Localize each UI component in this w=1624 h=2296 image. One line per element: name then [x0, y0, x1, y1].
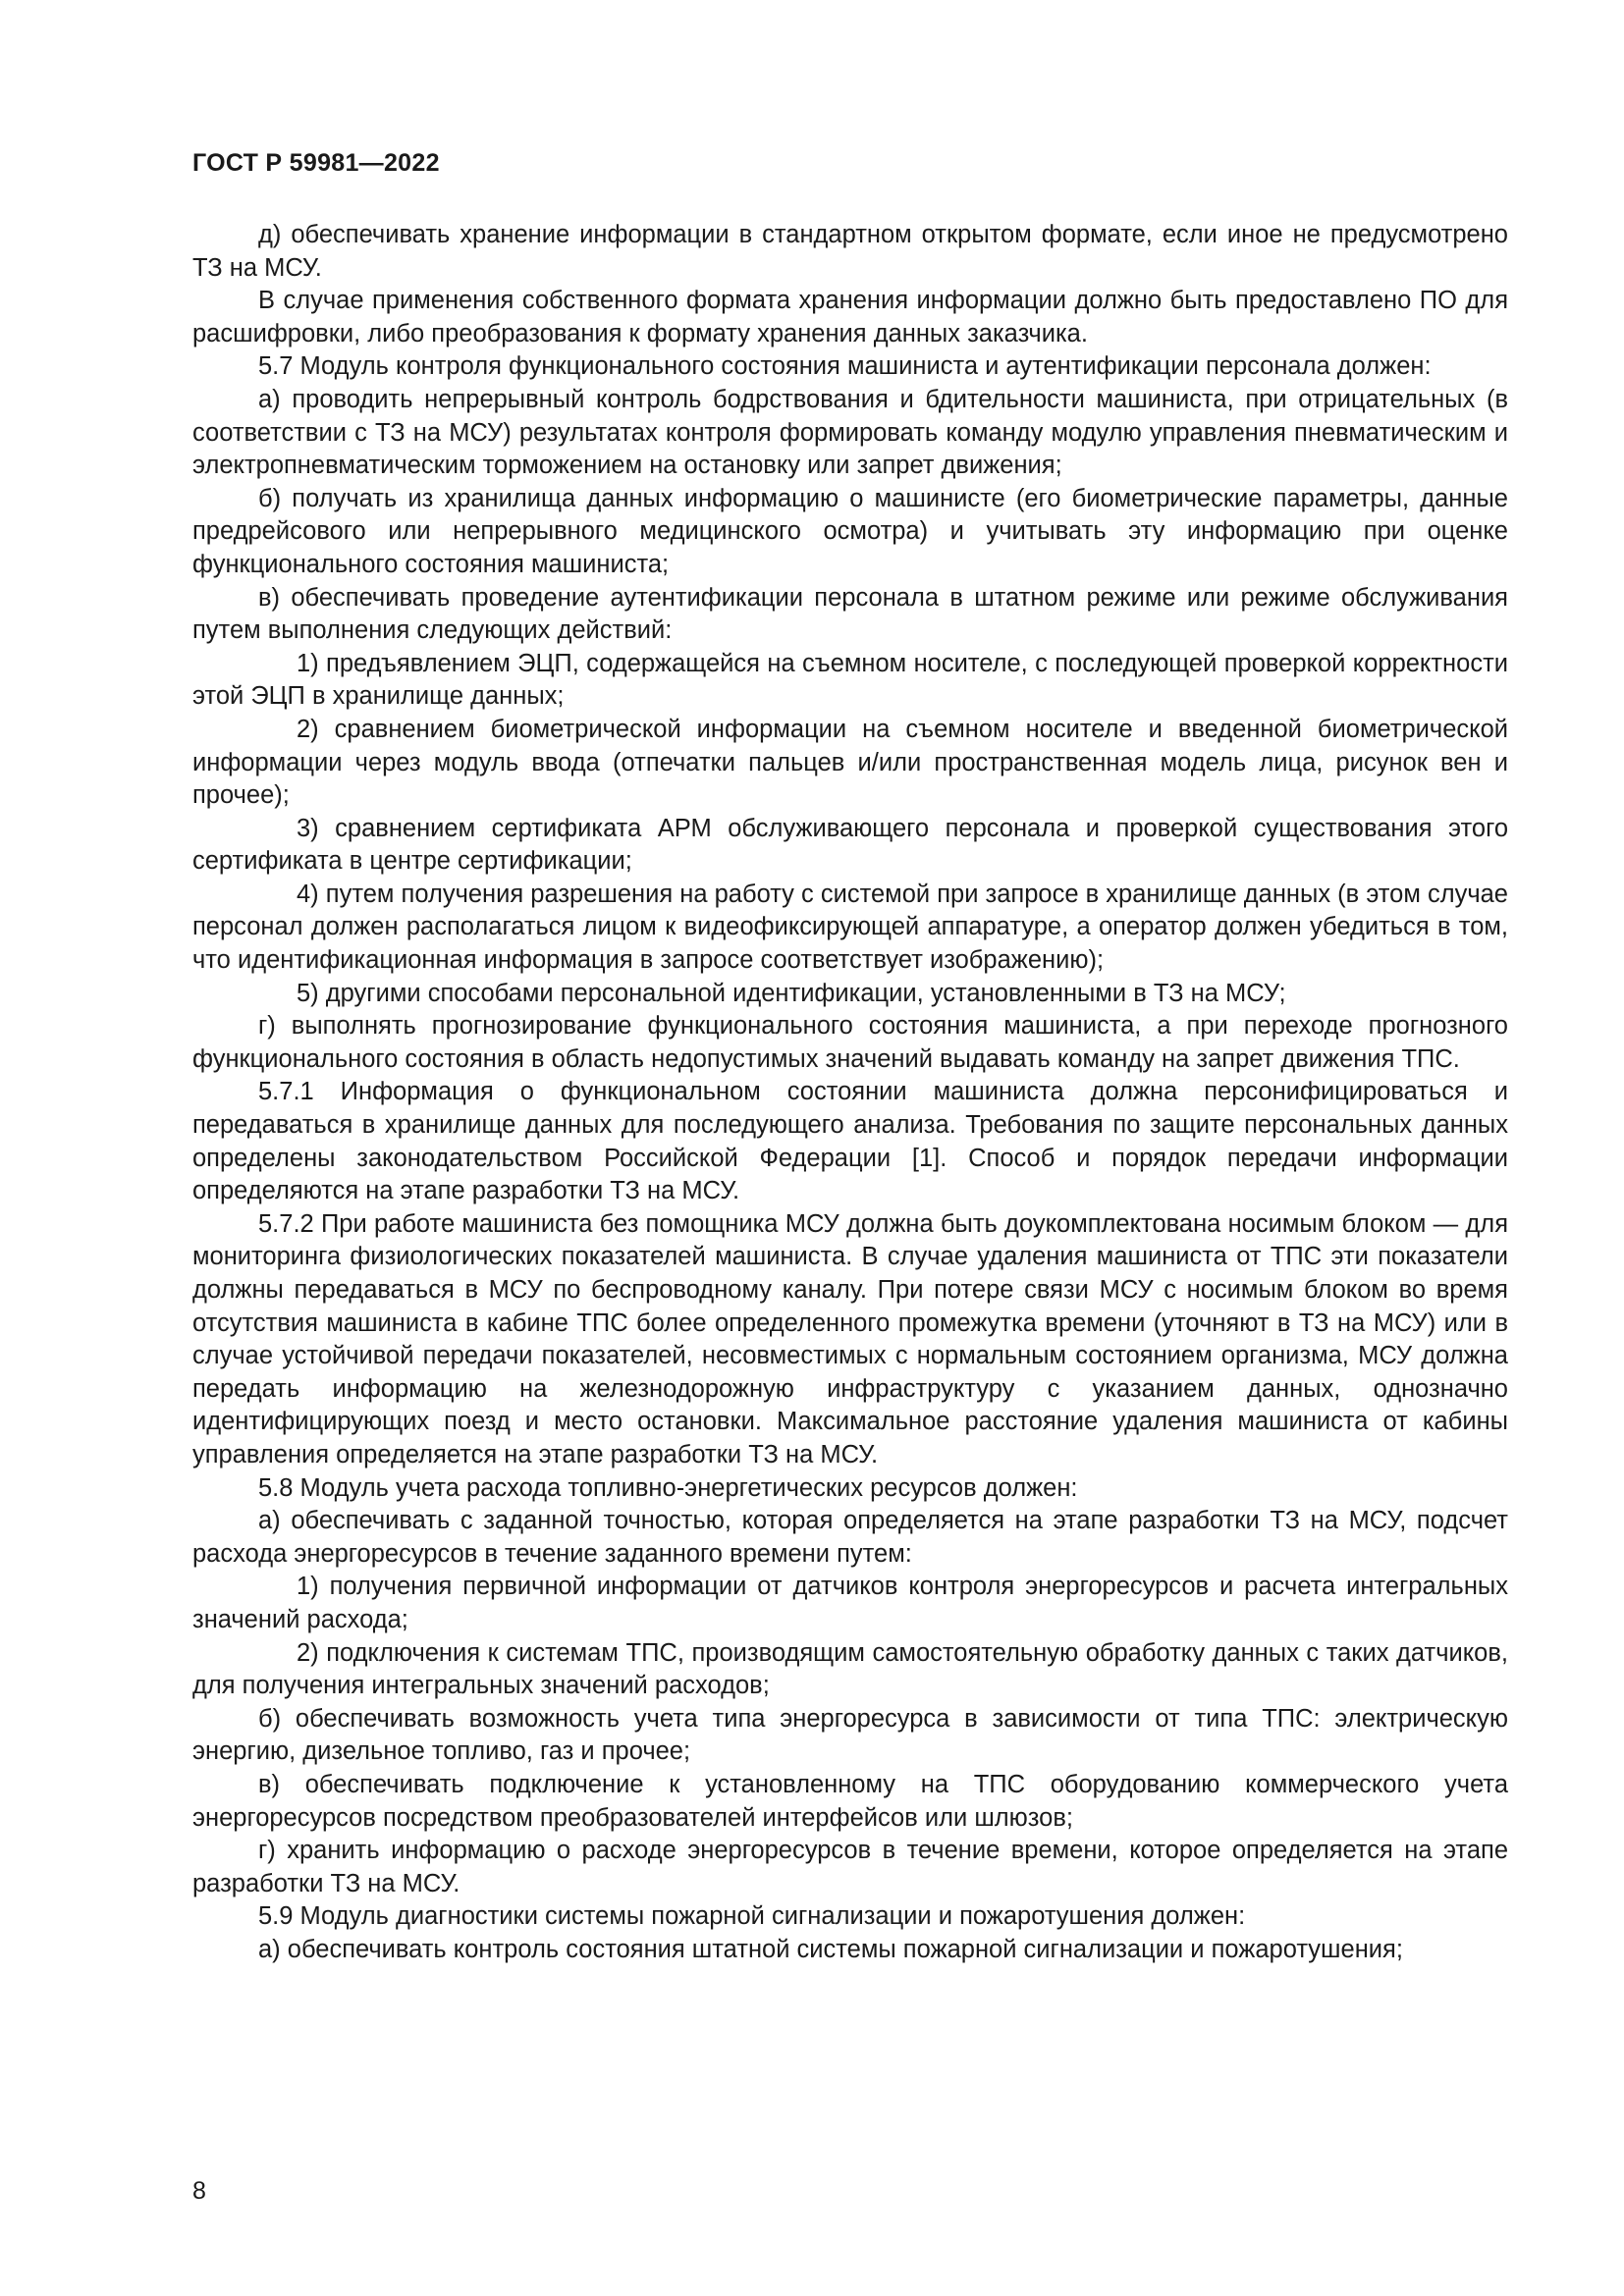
list-item: 4) путем получения разрешения на работу с системой при запросе в хранилище данных (в этом случае персонал должен располагаться лицом к видеофиксирующей аппаратуре, а оператор должен убедиться в том, что идентификационная информация в запросе соответствует изображению); [192, 880, 1508, 975]
paragraph: а) обеспечивать с заданной точностью, которая определяется на этапе разработки ТЗ на МСУ, подсчет расхода энергоресурсов в течение заданного времени путем: [192, 1507, 1508, 1568]
paragraph: г) выполнять прогнозирование функционального состояния машиниста, а при переходе прогнозного функционального состояния в область недопустимых значений выдавать команду на запрет движения ТПС. [192, 1012, 1508, 1073]
list-item: 1) получения первичной информации от датчиков контроля энергоресурсов и расчета интегральных значений расхода; [192, 1573, 1508, 1633]
paragraph: 5.7.1 Информация о функциональном состоянии машиниста должна персонифицироваться и передаваться в хранилище данных для последующего анализа. Требования по защите персональных данных определены законодательством Российской Федерации [1]. Способ и порядок передачи информации определяются на этапе разработки ТЗ на МСУ. [192, 1078, 1508, 1205]
list-item: 2) сравнением биометрической информации на съемном носителе и введенной биометрической информации через модуль ввода (отпечатки пальцев и/или пространственная модель лица, рисунок вен и прочее); [192, 715, 1508, 810]
paragraph: 5.8 Модуль учета расхода топливно-энергетических ресурсов должен: [258, 1473, 1078, 1502]
paragraph: 5.7 Модуль контроля функционального состояния машиниста и аутентификации персонала должен: [258, 352, 1432, 381]
paragraph: б) обеспечивать возможность учета типа энергоресурса в зависимости от типа ТПС: электрическую энергию, дизельное топливо, газ и прочее; [192, 1704, 1508, 1766]
list-item: 1) предъявлением ЭЦП, содержащейся на съемном носителе, с последующей проверкой корректности этой ЭЦП в хранилище данных; [192, 649, 1508, 711]
paragraph: в) обеспечивать подключение к установленному на ТПС оборудованию коммерческого учета энергоресурсов посредством преобразователей интерфейсов или шлюзов; [192, 1770, 1508, 1832]
paragraph: г) хранить информацию о расходе энергоресурсов в течение времени, которое определяется на этапе разработки ТЗ на МСУ. [192, 1837, 1508, 1897]
paragraph: б) получать из хранилища данных информацию о машинисте (его биометрические параметры, данные предрейсового или непрерывного медицинского осмотра) и учитывать эту информацию при оценке функционального состояния машиниста; [192, 484, 1508, 578]
paragraph: а) проводить непрерывный контроль бодрствования и бдительности машиниста, при отрицательных (в соответствии с ТЗ на МСУ) результатах контроля формировать команду модулю управления пневматическим и электропневматическим торможением на остановку или запрет движения; [192, 385, 1508, 480]
list-item: 5) другими способами персональной идентификации, установленными в ТЗ на МСУ; [297, 979, 1286, 1007]
paragraph: 5.7.2 При работе машиниста без помощника МСУ должна быть доукомплектована носимым блоком — для мониторинга физиологических показателей машиниста. В случае удаления машиниста от ТПС эти показатели должны передаваться в МСУ по беспроводному каналу. При потере связи МСУ с носимым блоком во время отсутствия машиниста в кабине ТПС более определенного промежутка времени (уточняют в ТЗ на МСУ) или в случае устойчивой передачи показателей, несовместимых с нормальным состоянием организма, МСУ должна передать информацию на железнодорожную инфраструктуру с указанием данных, однозначно идентифицирующих поезд и место остановки. Максимальное расстояние удаления машиниста от кабины управления определяется на этапе разработки ТЗ на МСУ. [192, 1209, 1508, 1468]
list-item: 2) подключения к системам ТПС, производящим самостоятельную обработку данных с таких датчиков, для получения интегральных значений расходов; [192, 1638, 1508, 1700]
paragraph: д) обеспечивать хранение информации в стандартном открытом формате, если иное не предусмотрено ТЗ на МСУ. [192, 221, 1508, 282]
paragraph: а) обеспечивать контроль состояния штатной системы пожарной сигнализации и пожаротушения; [258, 1935, 1403, 1963]
paragraph: В случае применения собственного формата хранения информации должно быть предоставлено ПО для расшифровки, либо преобразования к формату хранения данных заказчика. [192, 287, 1508, 347]
paragraph: в) обеспечивать проведение аутентификации персонала в штатном режиме или режиме обслуживания путем выполнения следующих действий: [192, 583, 1508, 645]
page-number: 8 [192, 2177, 206, 2205]
document-body [192, 219, 1508, 1966]
paragraph: 5.9 Модуль диагностики системы пожарной сигнализации и пожаротушения должен: [258, 1902, 1246, 1931]
document-header: ГОСТ Р 59981—2022 [192, 149, 440, 177]
list-item: 3) сравнением сертификата АРМ обслуживающего персонала и проверкой существования этого сертификата в центре сертификации; [192, 814, 1508, 876]
